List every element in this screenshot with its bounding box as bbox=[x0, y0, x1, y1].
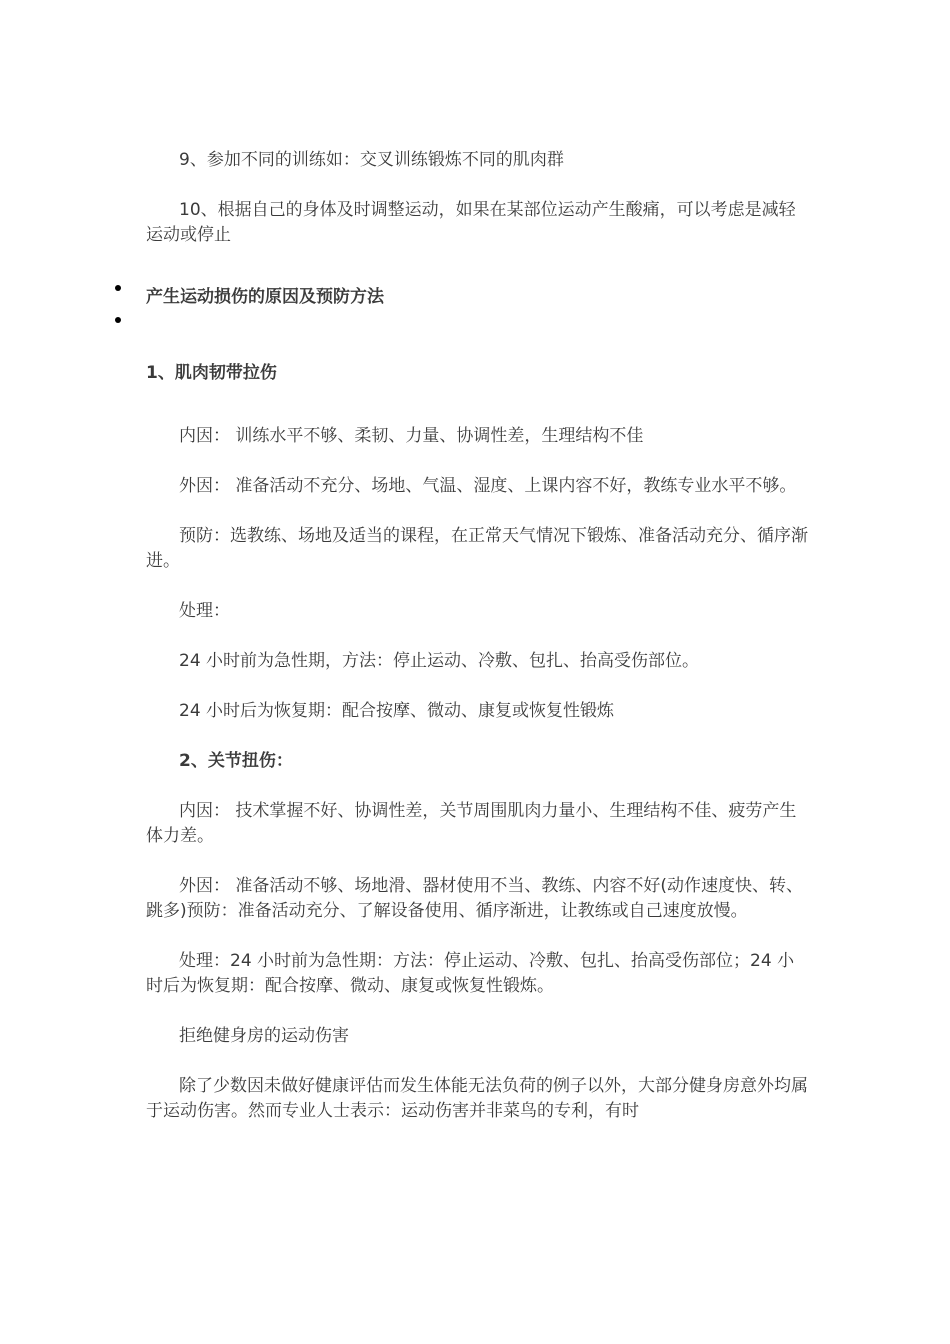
subheading-muscle-strain: 1、肌肉韧带拉伤 bbox=[146, 363, 277, 383]
paragraph-internal-cause-1: 内因： 训练水平不够、柔韧、力量、协调性差，生理结构不佳 bbox=[179, 426, 644, 446]
subheading-joint-sprain: 2、关节扭伤： bbox=[179, 751, 293, 771]
paragraph-tip-10: 10、根据自己的身体及时调整运动，如果在某部位运动产生酸痛，可以考虑是减轻运动或停止 bbox=[146, 200, 796, 245]
section-heading-causes: 产生运动损伤的原因及预防方法 bbox=[146, 287, 384, 307]
paragraph-recovery-phase: 24 小时后为恢复期：配合按摩、微动、康复或恢复性锻炼 bbox=[179, 701, 615, 721]
paragraph-gym-injury-title: 拒绝健身房的运动伤害 bbox=[179, 1026, 349, 1046]
paragraph-external-cause-2: 外因： 准备活动不够、场地滑、器材使用不当、教练、内容不好(动作速度快、转、跳多)预防：准备活动充分、了解设备使用、循序渐进，让教练或自己速度放慢。 bbox=[146, 876, 804, 921]
paragraph-treatment-2: 处理：24 小时前为急性期：方法：停止运动、冷敷、包扎、抬高受伤部位；24 小时后为恢复期：配合按摩、微动、康复或恢复性锻炼。 bbox=[146, 951, 795, 996]
paragraph-acute-phase: 24 小时前为急性期，方法：停止运动、冷敷、包扎、抬高受伤部位。 bbox=[179, 651, 700, 671]
bullet-dot-icon bbox=[115, 317, 121, 323]
bullet-dot-icon bbox=[115, 285, 121, 291]
document-body bbox=[146, 148, 810, 1124]
paragraph-external-cause-1: 外因： 准备活动不充分、场地、气温、湿度、上课内容不好，教练专业水平不够。 bbox=[179, 476, 797, 496]
paragraph-internal-cause-2: 内因： 技术掌握不好、协调性差，关节周围肌肉力量小、生理结构不佳、疲劳产生体力差。 bbox=[146, 801, 797, 846]
paragraph-prevention-1: 预防：选教练、场地及适当的课程，在正常天气情况下锻炼、准备活动充分、循序渐进。 bbox=[146, 526, 808, 571]
paragraph-gym-injury-body: 除了少数因未做好健康评估而发生体能无法负荷的例子以外，大部分健身房意外均属于运动伤害。然而专业人士表示：运动伤害并非菜鸟的专利，有时 bbox=[146, 1076, 808, 1121]
paragraph-tip-9: 9、参加不同的训练如：交叉训练锻炼不同的肌肉群 bbox=[179, 150, 564, 170]
paragraph-treatment-label: 处理： bbox=[179, 601, 230, 621]
